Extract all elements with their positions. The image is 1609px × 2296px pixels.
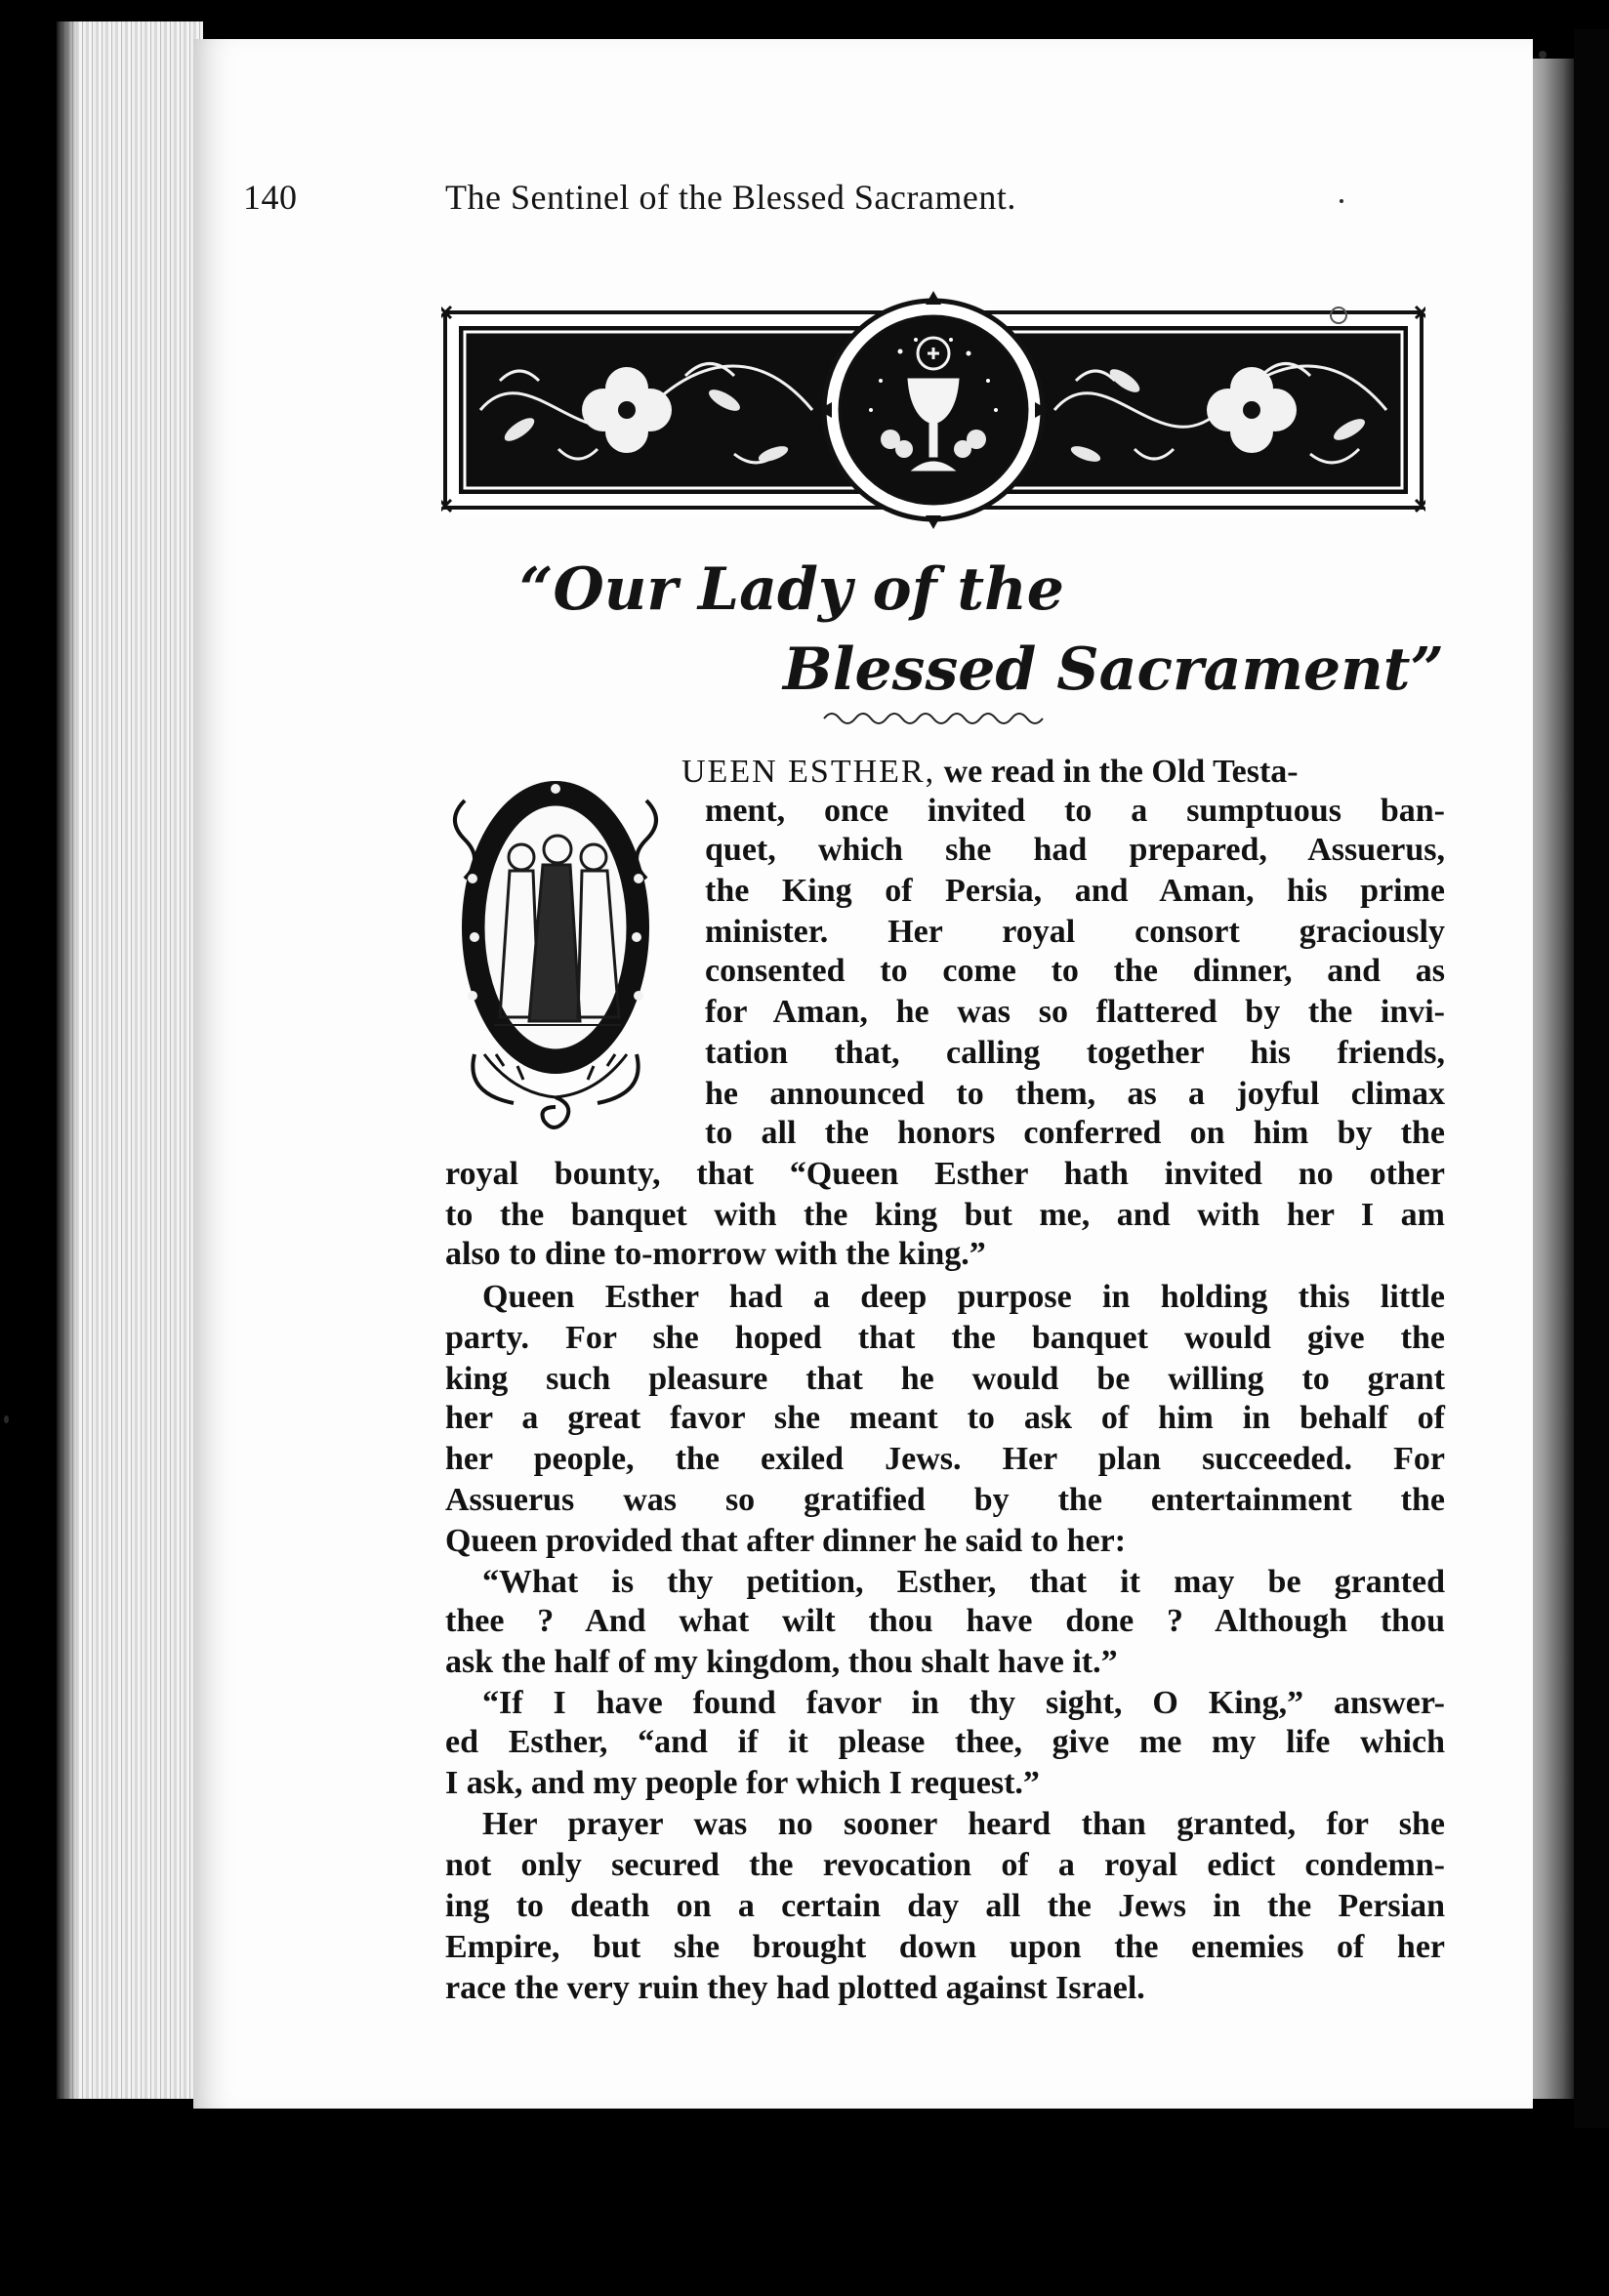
- page-edges-shadow: [57, 21, 78, 2099]
- text-line: party. For she hoped that the banquet would give the: [445, 1320, 1445, 1356]
- text-line: her a great favor she meant to ask of him in behalf of: [445, 1400, 1445, 1436]
- text-line: ask the half of my kingdom, thou shalt have it.”: [445, 1644, 1118, 1680]
- text-line: Empire, but she brought down upon the enemies of her: [445, 1929, 1445, 1965]
- text-line-content: we read in the Old Testa-: [935, 754, 1299, 790]
- text-line: royal bounty, that “Queen Esther hath invited no other: [445, 1156, 1445, 1192]
- text-line: to the banquet with the king but me, and with her I am: [445, 1197, 1445, 1233]
- text-line: Queen Esther had a deep purpose in holding this little: [482, 1279, 1445, 1315]
- page-number: 140: [243, 178, 298, 217]
- text-line: Queen provided that after dinner he said to her:: [445, 1523, 1127, 1559]
- text-line: for Aman, he was so flattered by the invi-: [705, 994, 1445, 1030]
- running-head: [243, 177, 1229, 235]
- opening-small-caps: UEEN ESTHER,: [681, 754, 936, 790]
- text-line: Her prayer was no sooner heard than granted, for she: [482, 1806, 1445, 1842]
- article-title-line-1: “Our Lady of the: [519, 555, 1064, 624]
- text-line: minister. Her royal consort graciously: [705, 914, 1445, 950]
- ornamental-headpiece: [441, 283, 1425, 537]
- text-line: he announced to them, as a joyful climax: [705, 1076, 1445, 1112]
- scan-speck: [1330, 307, 1347, 324]
- drop-cap-tail-scroll: [543, 1097, 569, 1128]
- text-line: ed Esther, “and if it please thee, give me my life which: [445, 1724, 1445, 1760]
- illuminated-drop-cap: [445, 761, 666, 1132]
- text-line: ing to death on a certain day all the Jews in the Persian: [445, 1888, 1445, 1924]
- text-line: tation that, calling together his friends,: [705, 1035, 1445, 1071]
- text-line: quet, which she had prepared, Assuerus,: [705, 832, 1445, 868]
- text-line: “What is thy petition, Esther, that it may be granted: [482, 1564, 1445, 1600]
- text-line: Assuerus was so gratified by the entertainment the: [445, 1482, 1445, 1518]
- text-line: king such pleasure that he would be willing to grant: [445, 1361, 1445, 1397]
- article-title: [469, 547, 1444, 722]
- scan-speck: [4, 1415, 9, 1423]
- text-line: not only secured the revocation of a royal edict condemn-: [445, 1847, 1445, 1883]
- title-swash-ornament: [820, 707, 1054, 726]
- book-cover-edge: [1574, 29, 1609, 2128]
- article-title-line-2: Blessed Sacrament”: [783, 636, 1444, 704]
- text-line: race the very ruin they had plotted against Israel.: [445, 1970, 1145, 2006]
- text-line: her people, the exiled Jews. Her plan succeeded. For: [445, 1441, 1445, 1477]
- scan-speck: [1539, 51, 1547, 59]
- scan-speck: [1340, 199, 1343, 203]
- text-line: I ask, and my people for which I request.”: [445, 1765, 1040, 1801]
- running-title: The Sentinel of the Blessed Sacrament.: [445, 178, 1016, 217]
- text-line: also to dine to-morrow with the king.”: [445, 1236, 986, 1272]
- text-line: “If I have found favor in thy sight, O King,” answer-: [482, 1685, 1445, 1721]
- text-line: thee ? And what wilt thou have done ? Although thou: [445, 1603, 1445, 1639]
- text-line: [681, 752, 1445, 793]
- text-line: consented to come to the dinner, and as: [705, 953, 1445, 989]
- text-line: the King of Persia, and Aman, his prime: [705, 873, 1445, 909]
- text-line: ment, once invited to a sumptuous ban-: [705, 793, 1445, 829]
- book-page-edges: [57, 21, 203, 2099]
- text-line: to all the honors conferred on him by the: [705, 1115, 1445, 1151]
